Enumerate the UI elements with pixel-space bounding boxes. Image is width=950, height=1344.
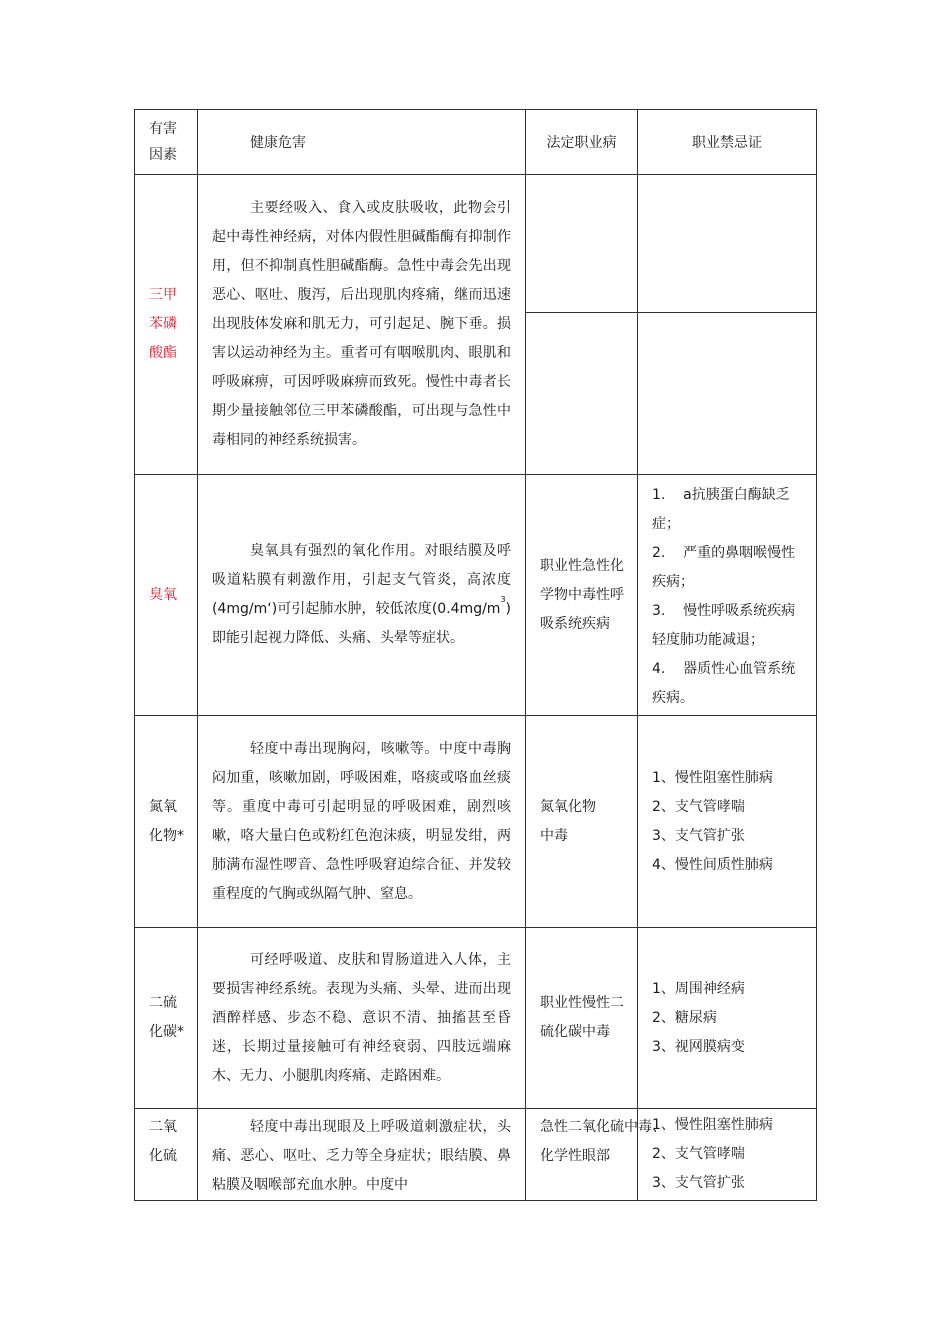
- contra-item: 2、支气管哮喘: [652, 798, 745, 815]
- health-cell: 可经呼吸道、皮肤和胃肠道进入人体，主要损害神经系统。表现为头痛、头晕、进而出现酒醉样感、步态不稳、意识不清、抽搐甚至昏迷，长期过量接触可有神经衰弱、四肢远端麻木、无力、小腿肌肉疼痛、走路困难。: [198, 928, 526, 1109]
- disease-cell-empty: [526, 313, 638, 475]
- health-cell: 轻度中毒出现眼及上呼吸道刺激症状，头痛、恶心、呕吐、乏力等全身症状；眼结膜、鼻粘膜及咽喉部充血水肿。中度中: [198, 1109, 526, 1201]
- table-row: [135, 928, 817, 1109]
- disease-cell-empty: [526, 175, 638, 313]
- contra-item: 2. 严重的鼻咽喉慢性疾病；: [652, 545, 796, 590]
- disease-cell: 氮氧化物 中毒: [526, 716, 638, 928]
- contra-item: 3、视网膜病变: [652, 1038, 745, 1055]
- header-disease: 法定职业病: [526, 110, 638, 175]
- contra-item: 3. 慢性呼吸系统疾病轻度肺功能减退；: [652, 603, 796, 648]
- factor-cell: 二硫 化碳*: [135, 928, 198, 1109]
- factor-cell: 臭氧: [135, 475, 198, 716]
- contra-cell-empty: [638, 313, 817, 475]
- health-cell: 臭氧具有强烈的氧化作用。对眼结膜及呼吸道粘膜有刺激作用，引起支气管炎，高浓度(4mg/m‘)可引起肺水肿，较低浓度$(0.4mg/m^3)$即能引起视力降低、头痛、头晕等症状。: [198, 475, 526, 716]
- table-row: [135, 475, 817, 716]
- contra-item: 1. a抗胰蛋白酶缺乏症；: [652, 487, 790, 532]
- contra-item: 1、慢性阻塞性肺病: [652, 769, 773, 786]
- contra-item: 4、慢性间质性肺病: [652, 856, 773, 873]
- contra-item: 1、慢性阻塞性肺病: [652, 1117, 773, 1133]
- factor-cell: 三甲 苯磷 酸酯: [135, 175, 198, 475]
- header-factor: 有害 因素: [135, 110, 198, 175]
- contra-item: 4. 器质性心血管系统疾病。: [652, 661, 796, 706]
- disease-cell: 职业性急性化学物中毒性呼吸系统疾病: [526, 475, 638, 716]
- contra-item: 1、周围神经病: [652, 980, 745, 997]
- table-row: [135, 175, 817, 313]
- table-row: [135, 1109, 817, 1201]
- contra-item: 3、支气管扩张: [652, 827, 745, 844]
- table-row: [135, 716, 817, 928]
- contra-item: 3、支气管扩张: [652, 1175, 745, 1191]
- contra-item: 2、糖尿病: [652, 1009, 717, 1026]
- contra-cell: [638, 716, 817, 928]
- contra-cell: [638, 1109, 817, 1201]
- contra-item: 2、支气管哮喘: [652, 1146, 745, 1162]
- occupational-hazard-table: [134, 109, 817, 1201]
- contra-cell: [638, 475, 817, 716]
- header-contra: 职业禁忌证: [638, 110, 817, 175]
- contra-cell-empty: [638, 175, 817, 313]
- contra-cell: [638, 928, 817, 1109]
- factor-cell: 氮氧 化物*: [135, 716, 198, 928]
- health-cell: 主要经吸入、食入或皮肤吸收，此物会引起中毒性神经病，对体内假性胆碱酯酶有抑制作用，但不抑制真性胆碱酯酶。急性中毒会先出现恶心、呕吐、腹泻，后出现肌肉疼痛，继而迅速出现肢体发麻和肌无力，可引起足、腕下垂。损害以运动神经为主。重者可有咽喉肌肉、眼肌和呼吸麻痹，可因呼吸麻痹而致死。慢性中毒者长期少量接触邻位三甲苯磷酸酯，可出现与急性中毒相同的神经系统损害。: [198, 175, 526, 475]
- disease-cell: 急性二氧化硫中毒、 化学性眼部: [526, 1109, 638, 1201]
- factor-cell: 二氧 化硫: [135, 1109, 198, 1201]
- health-cell: 轻度中毒出现胸闷，咳嗽等。中度中毒胸闷加重，咳嗽加剧，呼吸困难，咯痰或咯血丝痰等。重度中毒可引起明显的呼吸困难，剧烈咳嗽，咯大量白色或粉红色泡沫痰，明显发绀，两肺满布湿性啰音、急性呼吸窘迫综合征、并发较重程度的气胸或纵隔气肿、窒息。: [198, 716, 526, 928]
- disease-cell: 职业性慢性二硫化碳中毒: [526, 928, 638, 1109]
- header-health: 健康危害: [198, 110, 526, 175]
- table-header-row: [135, 110, 817, 175]
